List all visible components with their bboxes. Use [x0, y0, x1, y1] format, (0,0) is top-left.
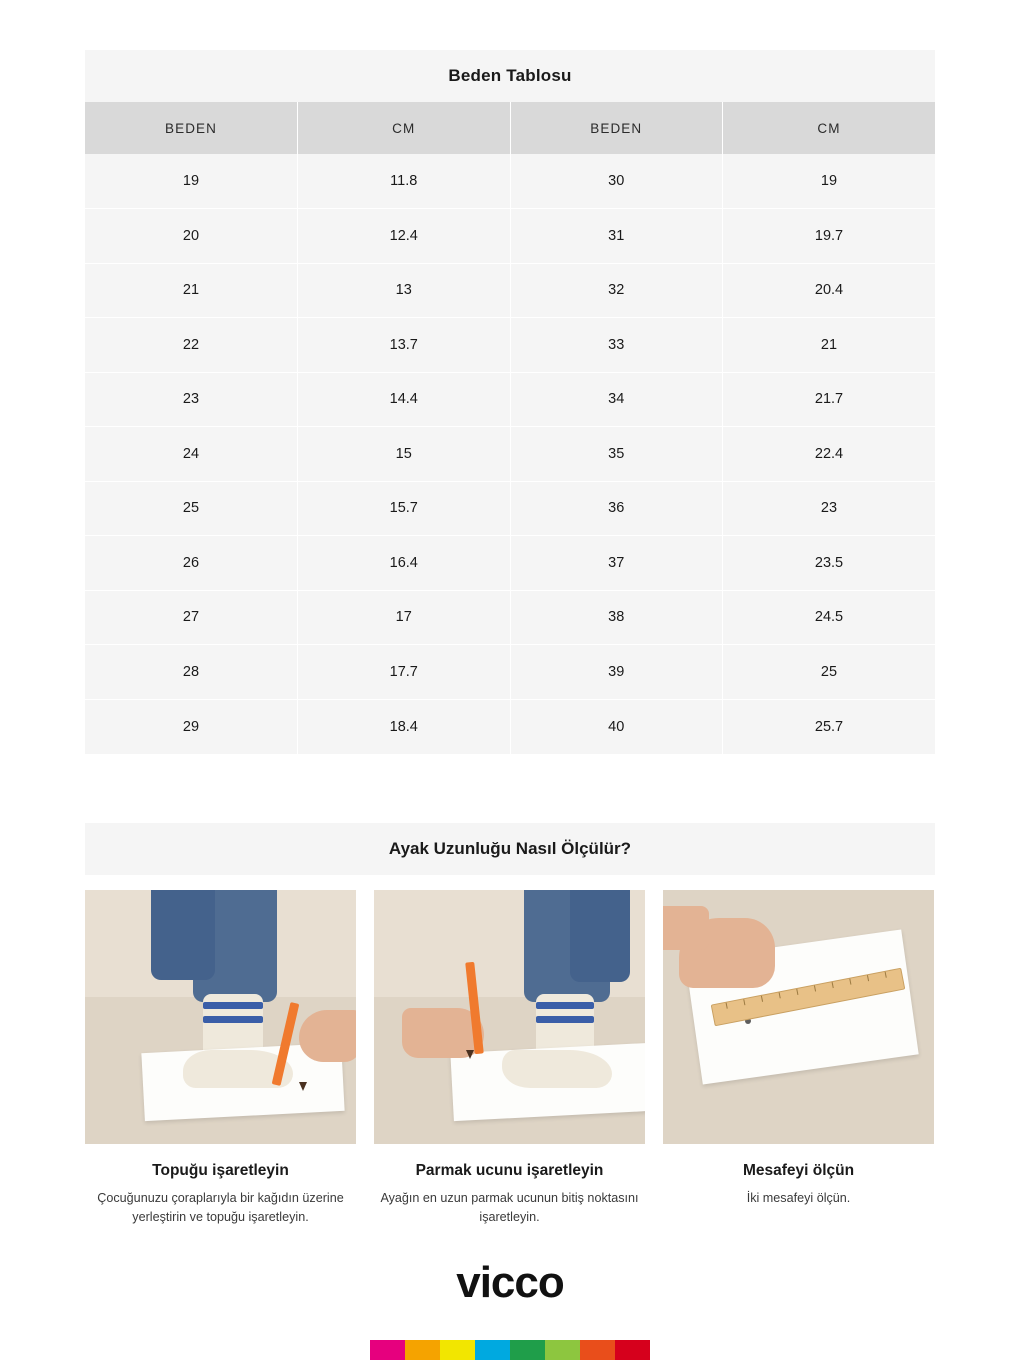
cell-beden-1: 22	[85, 318, 298, 373]
cell-beden-1: 20	[85, 209, 298, 264]
cell-beden-2: 40	[510, 699, 723, 754]
cell-beden-2: 38	[510, 590, 723, 645]
table-row	[85, 427, 935, 482]
size-chart-card	[85, 50, 935, 754]
ruler-tick	[761, 996, 763, 1002]
table-row	[85, 645, 935, 700]
size-chart-table	[85, 102, 935, 754]
cell-cm-2: 21	[723, 318, 936, 373]
table-row	[85, 372, 935, 427]
sock-stripe	[203, 1002, 263, 1009]
jeans-leg	[570, 890, 630, 982]
how-to-measure-title: Ayak Uzunluğu Nasıl Ölçülür?	[85, 823, 935, 875]
cell-beden-1: 24	[85, 427, 298, 482]
cell-beden-2: 30	[510, 154, 723, 209]
cell-cm-2: 19.7	[723, 209, 936, 264]
heel-marking-photo	[85, 890, 356, 1144]
column-header-cm-2: CM	[723, 102, 936, 154]
cell-cm-2: 19	[723, 154, 936, 209]
ruler-tick	[779, 992, 781, 998]
step-heading: Mesafeyi ölçün	[742, 1162, 855, 1179]
footer	[0, 1250, 1020, 1360]
cell-cm-2: 25.7	[723, 699, 936, 754]
cell-beden-2: 31	[510, 209, 723, 264]
ruler-tick	[743, 999, 745, 1005]
list-item	[663, 890, 934, 1227]
cell-cm-2: 23	[723, 481, 936, 536]
jeans-leg	[151, 890, 215, 980]
cell-cm-1: 14.4	[298, 372, 511, 427]
cell-cm-2: 20.4	[723, 263, 936, 318]
swatch-red	[615, 1340, 650, 1360]
how-to-measure-section	[85, 823, 935, 1227]
cell-cm-1: 18.4	[298, 699, 511, 754]
cell-beden-2: 32	[510, 263, 723, 318]
cell-cm-1: 15	[298, 427, 511, 482]
cell-beden-1: 25	[85, 481, 298, 536]
cell-cm-1: 12.4	[298, 209, 511, 264]
table-row	[85, 699, 935, 754]
column-header-beden-1: BEDEN	[85, 102, 298, 154]
table-row	[85, 318, 935, 373]
swatch-pink	[370, 1340, 405, 1360]
step-description: İki mesafeyi ölçün.	[746, 1191, 851, 1205]
cell-cm-1: 17.7	[298, 645, 511, 700]
cell-cm-1: 17	[298, 590, 511, 645]
sock-stripe	[536, 1002, 594, 1009]
cell-cm-1: 16.4	[298, 536, 511, 591]
cell-beden-1: 21	[85, 263, 298, 318]
cell-beden-1: 19	[85, 154, 298, 209]
toe-marking-photo	[374, 890, 645, 1144]
cell-cm-2: 21.7	[723, 372, 936, 427]
cell-cm-2: 23.5	[723, 536, 936, 591]
ruler-tick	[885, 972, 887, 978]
table-row	[85, 590, 935, 645]
column-header-cm-1: CM	[298, 102, 511, 154]
ruler-tick	[832, 982, 834, 988]
swatch-blue	[475, 1340, 510, 1360]
swatch-yellow	[440, 1340, 475, 1360]
ruler-tick	[867, 975, 869, 981]
forearm	[663, 906, 709, 950]
table-row	[85, 481, 935, 536]
ruler-tick	[726, 1003, 728, 1009]
cell-cm-2: 22.4	[723, 427, 936, 482]
table-row	[85, 536, 935, 591]
step-description: Ayağın en uzun parmak ucunun bitiş noktasını işaretleyin.	[380, 1191, 639, 1224]
cell-cm-1: 13	[298, 263, 511, 318]
distance-measuring-photo	[663, 890, 934, 1144]
step-description: Çocuğunuzu çoraplarıyla bir kağıdın üzerine yerleştirin ve topuğu işaretleyin.	[97, 1191, 344, 1224]
list-item	[85, 890, 356, 1227]
swatch-orange-red	[580, 1340, 615, 1360]
cell-beden-2: 33	[510, 318, 723, 373]
pencil-tip-icon	[299, 1082, 307, 1091]
cell-beden-2: 35	[510, 427, 723, 482]
ruler-tick	[796, 989, 798, 995]
brand-logo: vicco	[456, 1258, 564, 1307]
ruler-tick	[849, 979, 851, 985]
steps-list	[85, 890, 935, 1227]
pencil-tip-icon	[466, 1050, 474, 1059]
cell-beden-2: 34	[510, 372, 723, 427]
sock-stripe	[536, 1016, 594, 1023]
cell-beden-2: 36	[510, 481, 723, 536]
cell-beden-1: 23	[85, 372, 298, 427]
step-heading: Topuğu işaretleyin	[152, 1162, 289, 1179]
cell-cm-1: 15.7	[298, 481, 511, 536]
cell-cm-1: 11.8	[298, 154, 511, 209]
ruler-tick	[814, 985, 816, 991]
sock-stripe	[203, 1016, 263, 1023]
cell-cm-1: 13.7	[298, 318, 511, 373]
step-heading: Parmak ucunu işaretleyin	[415, 1162, 604, 1179]
swatch-green	[510, 1340, 545, 1360]
cell-beden-2: 37	[510, 536, 723, 591]
table-row	[85, 263, 935, 318]
table-row	[85, 209, 935, 264]
table-row	[85, 154, 935, 209]
hand	[299, 1010, 356, 1062]
swatch-orange	[405, 1340, 440, 1360]
cell-cm-2: 25	[723, 645, 936, 700]
table-header-row	[85, 102, 935, 154]
column-header-beden-2: BEDEN	[510, 102, 723, 154]
cell-cm-2: 24.5	[723, 590, 936, 645]
list-item	[374, 890, 645, 1227]
cell-beden-2: 39	[510, 645, 723, 700]
cell-beden-1: 29	[85, 699, 298, 754]
color-swatch-bar	[370, 1340, 650, 1360]
cell-beden-1: 27	[85, 590, 298, 645]
cell-beden-1: 26	[85, 536, 298, 591]
foot	[502, 1050, 612, 1088]
cell-beden-1: 28	[85, 645, 298, 700]
swatch-light-green	[545, 1340, 580, 1360]
size-chart-title: Beden Tablosu	[85, 50, 935, 102]
